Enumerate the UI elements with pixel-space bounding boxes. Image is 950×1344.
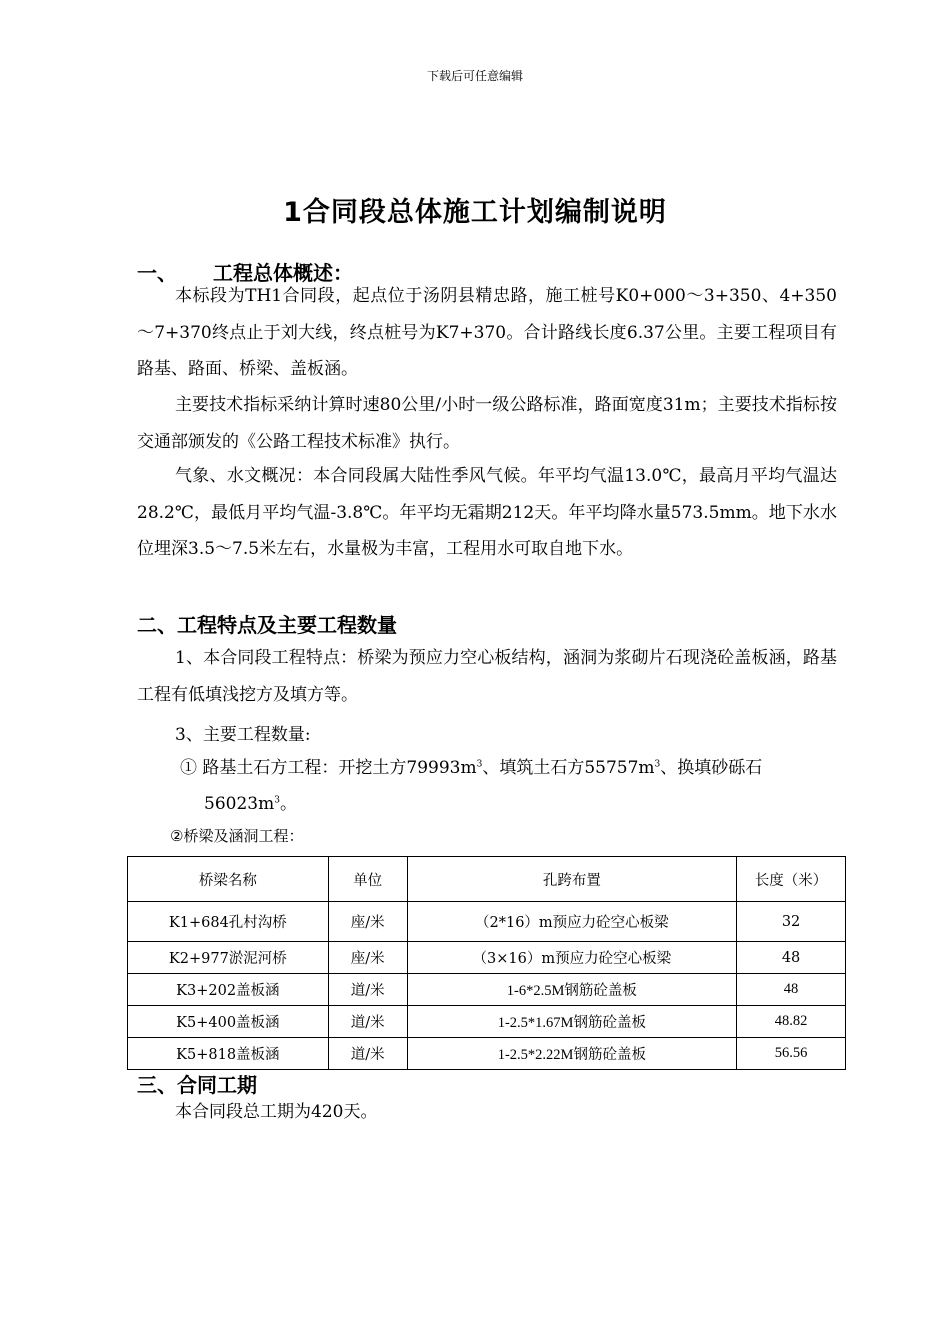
earthwork-text-4: 56023m (204, 794, 275, 814)
table-header-row (128, 857, 846, 902)
table-cell: 48 (737, 974, 846, 1006)
section-2-paragraph-1: 1、本合同段工程特点：桥梁为预应力空心板结构，涵洞为浆砌片石现浇砼盖板涵，路基工程有低填浅挖方及填方等。 (137, 648, 837, 705)
earthwork-text-1: ① 路基土石方工程：开挖土方79993m (180, 758, 477, 778)
table-cell: 1-6*2.5M钢筋砼盖板 (407, 974, 737, 1006)
table-row (128, 942, 846, 974)
section-1-paragraph-3: 气象、水文概况：本合同段属大陆性季风气候。年平均气温13.0℃，最高月平均气温达28.2℃，最低月平均气温-3.8℃。年平均无霜期212天。年平均降水量573.5mm。地下水水位埋深3.5～7.5米左右，水量极为丰富，工程用水可取自地下水。 (137, 466, 837, 559)
superscript-3: 3 (476, 759, 483, 770)
bridge-table (127, 856, 846, 1070)
table-cell: 48.82 (737, 1006, 846, 1038)
table-cell: 1-2.5*1.67M钢筋砼盖板 (407, 1006, 737, 1038)
table-cell: K2+977淤泥河桥 (128, 942, 329, 974)
section-1-number: 一、 (137, 261, 177, 285)
table-cell: 56.56 (737, 1038, 846, 1070)
table-cell: 32 (737, 902, 846, 942)
table-header: 单位 (328, 857, 407, 902)
table-cell: （2*16）m预应力砼空心板梁 (407, 902, 737, 942)
table-cell: 道/米 (328, 1006, 407, 1038)
table-cell: K3+202盖板涵 (128, 974, 329, 1006)
section-1-paragraph-1: 本标段为TH1合同段，起点位于汤阴县精忠路，施工桩号K0+000～3+350、4+350～7+370终点止于刘大线，终点桩号为K7+370。合计路线长度6.37公里。主要工程项目有路基、路面、桥梁、盖板涵。 (137, 286, 837, 379)
table-row (128, 1006, 846, 1038)
earthwork-text-5: 。 (279, 794, 297, 814)
section-2-heading: 二、工程特点及主要工程数量 (137, 613, 397, 637)
section-3-heading: 三、合同工期 (137, 1073, 257, 1097)
table-cell: K1+684孔村沟桥 (128, 902, 329, 942)
section-2-paragraph-2: 3、主要工程数量: (175, 725, 311, 745)
table-row (128, 902, 846, 942)
page-title: 1合同段总体施工计划编制说明 (283, 197, 667, 228)
table-cell: （3×16）m预应力砼空心板梁 (407, 942, 737, 974)
bridge-culvert-label: ②桥梁及涵洞工程： (170, 827, 304, 845)
table-cell: 48 (737, 942, 846, 974)
section-1-title: 工程总体概述： (213, 261, 353, 285)
section-3-paragraph: 本合同段总工期为420天。 (175, 1102, 378, 1122)
table-cell: 座/米 (328, 942, 407, 974)
table-header: 桥梁名称 (128, 857, 329, 902)
table-cell: 道/米 (328, 1038, 407, 1070)
superscript-3: 3 (274, 795, 280, 806)
table-cell: K5+400盖板涵 (128, 1006, 329, 1038)
section-1-paragraph-2: 主要技术指标采纳计算时速80公里/小时一级公路标准，路面宽度31m；主要技术指标按交通部颁发的《公路工程技术标准》执行。 (137, 395, 837, 452)
table-row (128, 1038, 846, 1070)
table-header: 孔跨布置 (407, 857, 737, 902)
table-cell: 座/米 (328, 902, 407, 942)
table-cell: K5+818盖板涵 (128, 1038, 329, 1070)
table-row (128, 974, 846, 1006)
table-cell: 1-2.5*2.22M钢筋砼盖板 (407, 1038, 737, 1070)
earthwork-item (180, 753, 837, 778)
earthwork-text-2: 、填筑土石方55757m (482, 758, 655, 778)
table-header: 长度（米） (737, 857, 846, 902)
superscript-3: 3 (654, 759, 661, 770)
header-note: 下载后可任意编辑 (426, 69, 523, 83)
earthwork-item-cont (204, 789, 297, 814)
earthwork-text-3: 、换填砂砾石 (660, 758, 763, 778)
table-cell: 道/米 (328, 974, 407, 1006)
